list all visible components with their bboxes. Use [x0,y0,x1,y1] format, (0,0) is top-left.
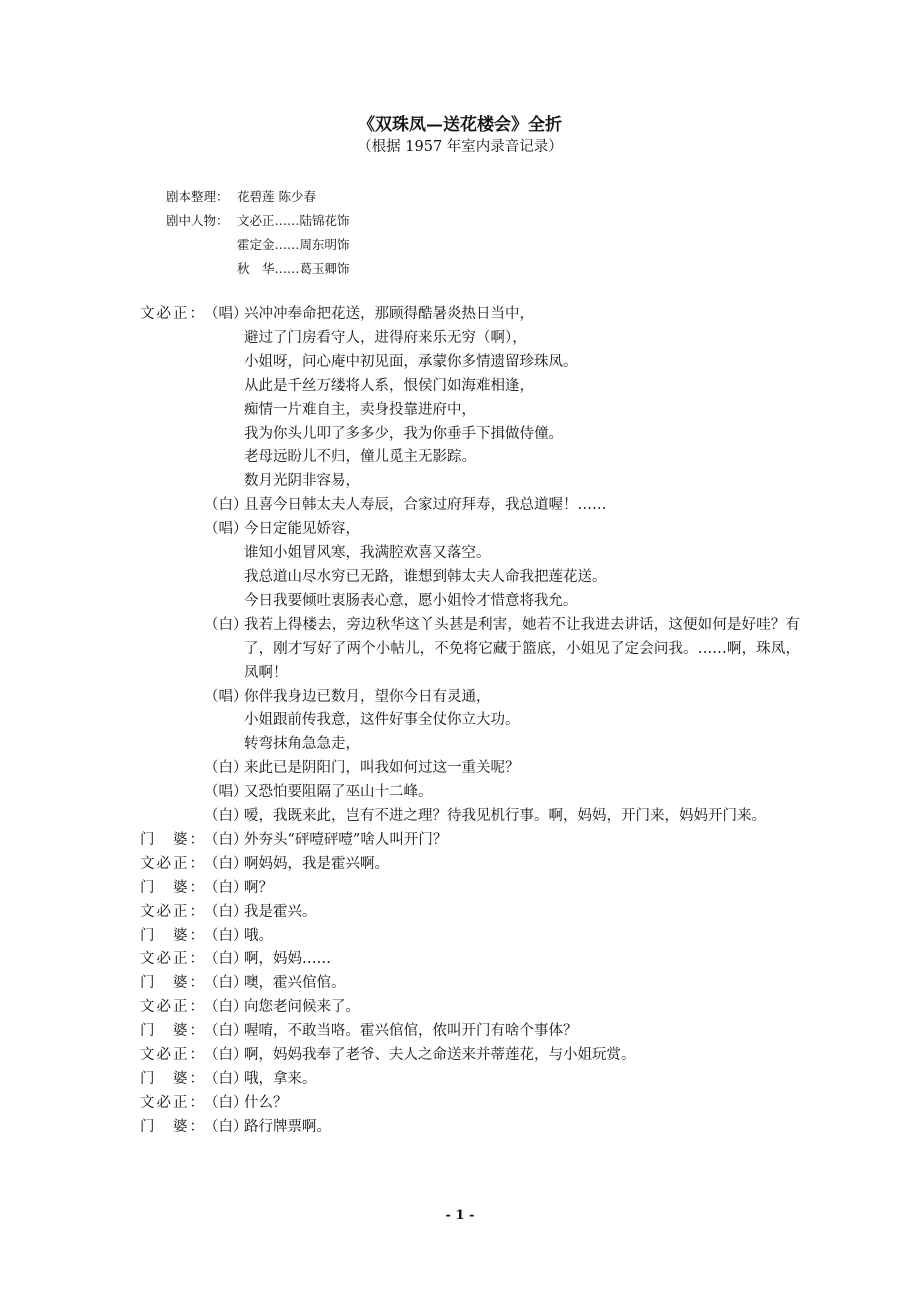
speaker-name: 门 婆： [140,1071,204,1087]
delivery-mode: （唱） [204,521,248,538]
delivery-mode: （白） [204,927,248,944]
script-line [140,327,800,351]
speaker-name: 文必正： [140,306,204,322]
line-text: 避过了门房看守人，进得府来乐无穷（啊）， [244,329,527,346]
cast-label: 剧中人物： [166,213,229,228]
line-text: 啊，妈妈我奉了老爷、夫人之命送来并蒂莲花，与小姐玩赏。 [244,1047,636,1064]
line-text: 来此已是阴阳门，叫我如何过这一重关呢？ [244,760,520,777]
line-text: 小姐跟前传我意，这件好事全仗你立大功。 [244,712,520,729]
line-text: 啊妈妈，我是霍兴啊。 [244,855,389,872]
line-text: 我是霍兴。 [244,903,317,920]
delivery-mode: （白） [204,760,248,777]
line-text: 数月光阴非容易， [244,473,360,490]
script-line [140,518,800,542]
delivery-mode: （白） [204,951,248,968]
speaker-name: 门 婆： [140,927,204,944]
script-line [140,829,800,853]
cast-row [166,257,350,281]
cast-member: 文必正……陆锦花饰 [237,213,350,228]
line-text: 哦，拿来。 [244,1071,317,1087]
delivery-mode: （白） [204,1094,248,1111]
delivery-mode: （唱） [204,306,248,322]
script-line [140,948,800,972]
delivery-mode: （白） [204,497,248,514]
script-line [140,1092,800,1116]
line-text: 小姐呀，问心庵中初见面，承蒙你多情遗留珍珠凤。 [244,353,578,370]
script-line [140,925,800,949]
script-line [140,996,800,1020]
credits-block [166,185,350,281]
script-line [140,733,800,757]
page-number: - 1 - [445,1208,475,1223]
delivery-mode: （白） [204,903,248,920]
speaker-name: 文必正： [140,999,204,1016]
delivery-mode: （白） [204,855,248,872]
speaker-name: 文必正： [140,1094,204,1111]
speaker-name: 文必正： [140,1047,204,1064]
script-line [140,351,800,375]
document-title: 《双珠凤—送花楼会》全折 [358,115,562,135]
delivery-mode: （白） [204,831,248,848]
script-line [140,375,800,399]
script-body [140,303,800,1140]
line-text: 什么？ [244,1094,288,1111]
line-text: 向您老问候来了。 [244,999,360,1016]
delivery-mode: （白） [204,1071,248,1087]
script-line [140,877,800,901]
script-line [140,901,800,925]
script-line [140,470,800,494]
line-text: 又恐怕要阻隔了巫山十二峰。 [244,784,433,801]
delivery-mode: （白） [204,1047,248,1064]
line-text: 转弯抹角急急走， [244,736,360,753]
speaker-name: 文必正： [140,903,204,920]
speaker-name: 门 婆： [140,879,204,896]
line-text: 路行牌票啊。 [244,1118,331,1135]
delivery-mode: （白） [204,808,248,825]
script-line [140,709,800,733]
line-text: 我总道山尽水穷已无路，谁想到韩太夫人命我把莲花送。 [244,568,607,585]
script-line [140,853,800,877]
line-text: 啊，妈妈…… [244,951,331,968]
line-text: 噢，霍兴倌倌。 [244,975,346,992]
script-line [140,446,800,470]
speaker-name: 门 婆： [140,1023,204,1040]
line-text: 嗳，我既来此，岂有不进之理？待我见机行事。啊，妈妈，开门来，妈妈开门来。 [244,808,766,825]
line-text: 从此是千丝万缕将人系，恨侯门如海难相逢， [244,377,534,394]
line-text: 谁知小姐冒风寒，我满腔欢喜又落空。 [244,545,491,562]
cast-member: 霍定金……周东明饰 [237,237,350,252]
script-line [140,590,800,614]
line-text: 喔唷，不敢当咯。霍兴倌倌，侬叫开门有啥个事体？ [244,1023,578,1040]
line-text: 外夯头“砰噎砰噎”啥人叫开门？ [244,831,448,848]
script-line [140,686,800,710]
script-line [140,805,800,829]
arranger-label: 剧本整理： [166,189,229,204]
speaker-name: 门 婆： [140,831,204,848]
script-line [140,972,800,996]
line-text: 哦。 [244,927,273,944]
delivery-mode: （白） [204,1023,248,1040]
speaker-name: 文必正： [140,855,204,872]
line-text: 啊？ [244,879,273,896]
script-line [140,423,800,447]
line-text: 我若上得楼去，旁边秋华这丫头甚是利害，她若不让我进去讲话，这便如何是好哇？有了，刚才写好了两个小帖儿，不免将它藏于篮底，小姐见了定会问我。……啊，珠凤，凤啊！ [244,616,800,681]
line-text: 老母远盼儿不归，僮儿觅主无影踪。 [244,449,476,466]
delivery-mode: （白） [204,879,248,896]
line-text: 痴情一片难自主，卖身投靠进府中， [244,401,476,418]
cast-row [166,233,350,257]
speaker-name: 文必正： [140,951,204,968]
speaker-name: 门 婆： [140,1118,204,1135]
line-text: 你伴我身边已数月，望你今日有灵通， [244,688,491,705]
line-text: 且喜今日韩太夫人寿辰，合家过府拜寿，我总道喔！…… [244,497,607,514]
line-text: 今日我要倾吐衷肠表心意，愿小姐怜才惜意将我允。 [244,592,578,609]
script-line [140,1020,800,1044]
line-text: 兴冲冲奉命把花送，那顾得酷暑炎热日当中， [244,306,534,322]
delivery-mode: （唱） [204,688,248,705]
arranger-names: 花碧莲 陈少春 [237,189,316,204]
line-text: 今日定能见娇容， [244,521,360,538]
script-line [140,1068,800,1092]
delivery-mode: （白） [204,616,248,633]
speaker-name: 门 婆： [140,975,204,992]
line-text: 我为你头儿叩了多多少，我为你垂手下揖做侍僮。 [244,425,563,442]
delivery-mode: （白） [204,999,248,1016]
script-line [140,781,800,805]
delivery-mode: （唱） [204,784,248,801]
script-line [140,542,800,566]
cast-row [166,209,350,233]
script-line [140,494,800,518]
script-line [140,757,800,781]
script-line [140,303,800,327]
script-line [140,614,800,686]
script-line [140,1116,800,1140]
arranger-row [166,185,350,209]
script-line [140,566,800,590]
script-line [140,399,800,423]
document-subtitle: （根据 1957 年室内录音记录） [357,139,563,155]
delivery-mode: （白） [204,975,248,992]
delivery-mode: （白） [204,1118,248,1135]
cast-member: 秋 华……葛玉卿饰 [237,261,350,276]
script-line [140,1044,800,1068]
